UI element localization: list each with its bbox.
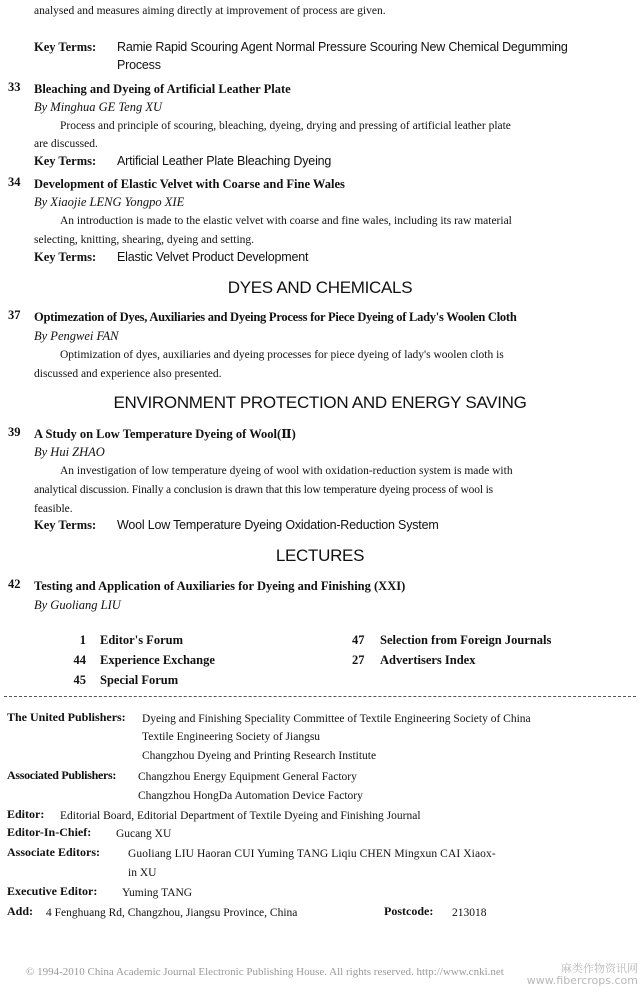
watermark-line: www.fibercrops.com: [526, 974, 638, 987]
associated-publisher-2: Changzhou HongDa Automation Device Factory: [138, 790, 363, 802]
section-heading: ENVIRONMENT PROTECTION AND ENERGY SAVING: [113, 393, 527, 412]
article-authors: By Minghua GE Teng XU: [34, 100, 162, 114]
associate-editors-value: Guoliang LIU Haoran CUI Yuming TANG Liqiu CHEN Mingxun CAI Xiaox-: [128, 848, 496, 860]
article-title: Development of Elastic Velvet with Coarse and Fine Wales: [34, 177, 345, 191]
associate-editors-value: in XU: [128, 867, 157, 879]
article-title: Testing and Application of Auxiliaries for Dyeing and Finishing (XXI): [34, 579, 406, 593]
key-terms-label: Key Terms:: [34, 250, 97, 264]
article-page-number: 34: [8, 175, 21, 189]
article-authors: By Xiaojie LENG Yongpo XIE: [34, 195, 185, 209]
index-page-number: 44: [73, 653, 86, 667]
index-page-number: 45: [73, 673, 86, 687]
footer: [0, 960, 640, 1000]
key-terms: Artificial Leather Plate Bleaching Dyeing: [117, 154, 332, 168]
article-abstract: An introduction is made to the elastic velvet with coarse and fine wales, including its raw material: [60, 215, 512, 227]
associate-editors-label: Associate Editors:: [7, 845, 100, 859]
executive-editor-label: Executive Editor:: [7, 884, 98, 898]
article-page-number: 39: [8, 425, 21, 439]
article-title: A Study on Low Temperature Dyeing of Wool(Ⅱ): [34, 427, 296, 441]
copyright-notice: © 1994-2010 China Academic Journal Electronic Publishing House. All rights reserved. http://www.cnki.net: [26, 966, 504, 978]
address-value: 4 Fenghuang Rd, Changzhou, Jiangsu Province, China: [46, 907, 298, 919]
article-authors: By Guoliang LIU: [34, 598, 121, 612]
united-publisher-1: Dyeing and Finishing Speciality Committee of Textile Engineering Society of China: [142, 713, 531, 725]
continuation-text: analysed and measures aiming directly at improvement of process are given.: [34, 5, 386, 17]
article-abstract: An investigation of low temperature dyeing of wool with oxidation-reduction system is made with: [60, 465, 513, 477]
address-label: Add:: [7, 904, 34, 918]
united-publisher-3: Changzhou Dyeing and Printing Research Institute: [142, 750, 377, 762]
index-page-number: 27: [352, 653, 365, 667]
index-item-label: Selection from Foreign Journals: [380, 633, 552, 647]
postcode-label: Postcode:: [384, 904, 434, 918]
watermark: [527, 963, 638, 987]
index-page-number: 1: [79, 633, 86, 647]
executive-editor-value: Yuming TANG: [122, 887, 193, 899]
article-page-number: 37: [8, 308, 21, 322]
key-terms: Process: [117, 58, 161, 72]
article-abstract: selecting, knitting, shearing, dyeing and setting.: [34, 234, 255, 246]
divider: [4, 696, 636, 697]
united-publishers-label: The United Publishers:: [7, 710, 126, 724]
associated-publishers-label: Associated Publishers:: [7, 768, 117, 782]
key-terms: Wool Low Temperature Dyeing Oxidation-Reduction System: [117, 518, 439, 532]
key-terms-label: Key Terms:: [34, 40, 97, 54]
article-abstract: analytical discussion. Finally a conclusion is drawn that this low temperature dyeing process of wool is: [34, 484, 494, 496]
article-authors: By Hui ZHAO: [34, 445, 105, 459]
section-heading: DYES AND CHEMICALS: [227, 278, 413, 297]
index-page-number: 47: [352, 633, 365, 647]
postcode-value: 213018: [452, 907, 487, 919]
article-abstract: discussed and experience also presented.: [34, 368, 222, 380]
editor-label: Editor:: [7, 807, 45, 821]
article-abstract: Optimization of dyes, auxiliaries and dyeing processes for piece dyeing of lady's woolen cloth is: [60, 349, 504, 361]
article-abstract: Process and principle of scouring, bleaching, dyeing, drying and pressing of artificial leather plate: [60, 120, 511, 132]
index-item-label: Experience Exchange: [100, 653, 215, 667]
article-authors: By Pengwei FAN: [34, 329, 119, 343]
key-terms: Elastic Velvet Product Development: [117, 250, 309, 264]
watermark-line: 麻类作物资讯网: [561, 962, 638, 975]
index-item-label: Editor's Forum: [100, 633, 183, 647]
united-publisher-2: Textile Engineering Society of Jiangsu: [142, 731, 321, 743]
associated-publisher-1: Changzhou Energy Equipment General Factory: [138, 771, 357, 783]
key-terms-label: Key Terms:: [34, 518, 97, 532]
section-heading: LECTURES: [275, 546, 365, 565]
key-terms-label: Key Terms:: [34, 154, 97, 168]
key-terms: Ramie Rapid Scouring Agent Normal Pressure Scouring New Chemical Degumming: [117, 40, 568, 54]
article-page-number: 42: [8, 577, 21, 591]
index-item-label: Advertisers Index: [380, 653, 476, 667]
article-title: Bleaching and Dyeing of Artificial Leather Plate: [34, 82, 291, 96]
index-item-label: Special Forum: [100, 673, 179, 687]
article-title: Optimezation of Dyes, Auxiliaries and Dyeing Process for Piece Dyeing of Lady's Woolen Cloth: [34, 310, 517, 324]
article-abstract: feasible.: [34, 503, 73, 515]
editor-in-chief-label: Editor-In-Chief:: [7, 825, 92, 839]
editor-value: Editorial Board, Editorial Department of Textile Dyeing and Finishing Journal: [60, 810, 421, 822]
editor-in-chief-value: Gucang XU: [116, 828, 172, 840]
article-abstract: are discussed.: [34, 138, 98, 150]
article-page-number: 33: [8, 80, 21, 94]
